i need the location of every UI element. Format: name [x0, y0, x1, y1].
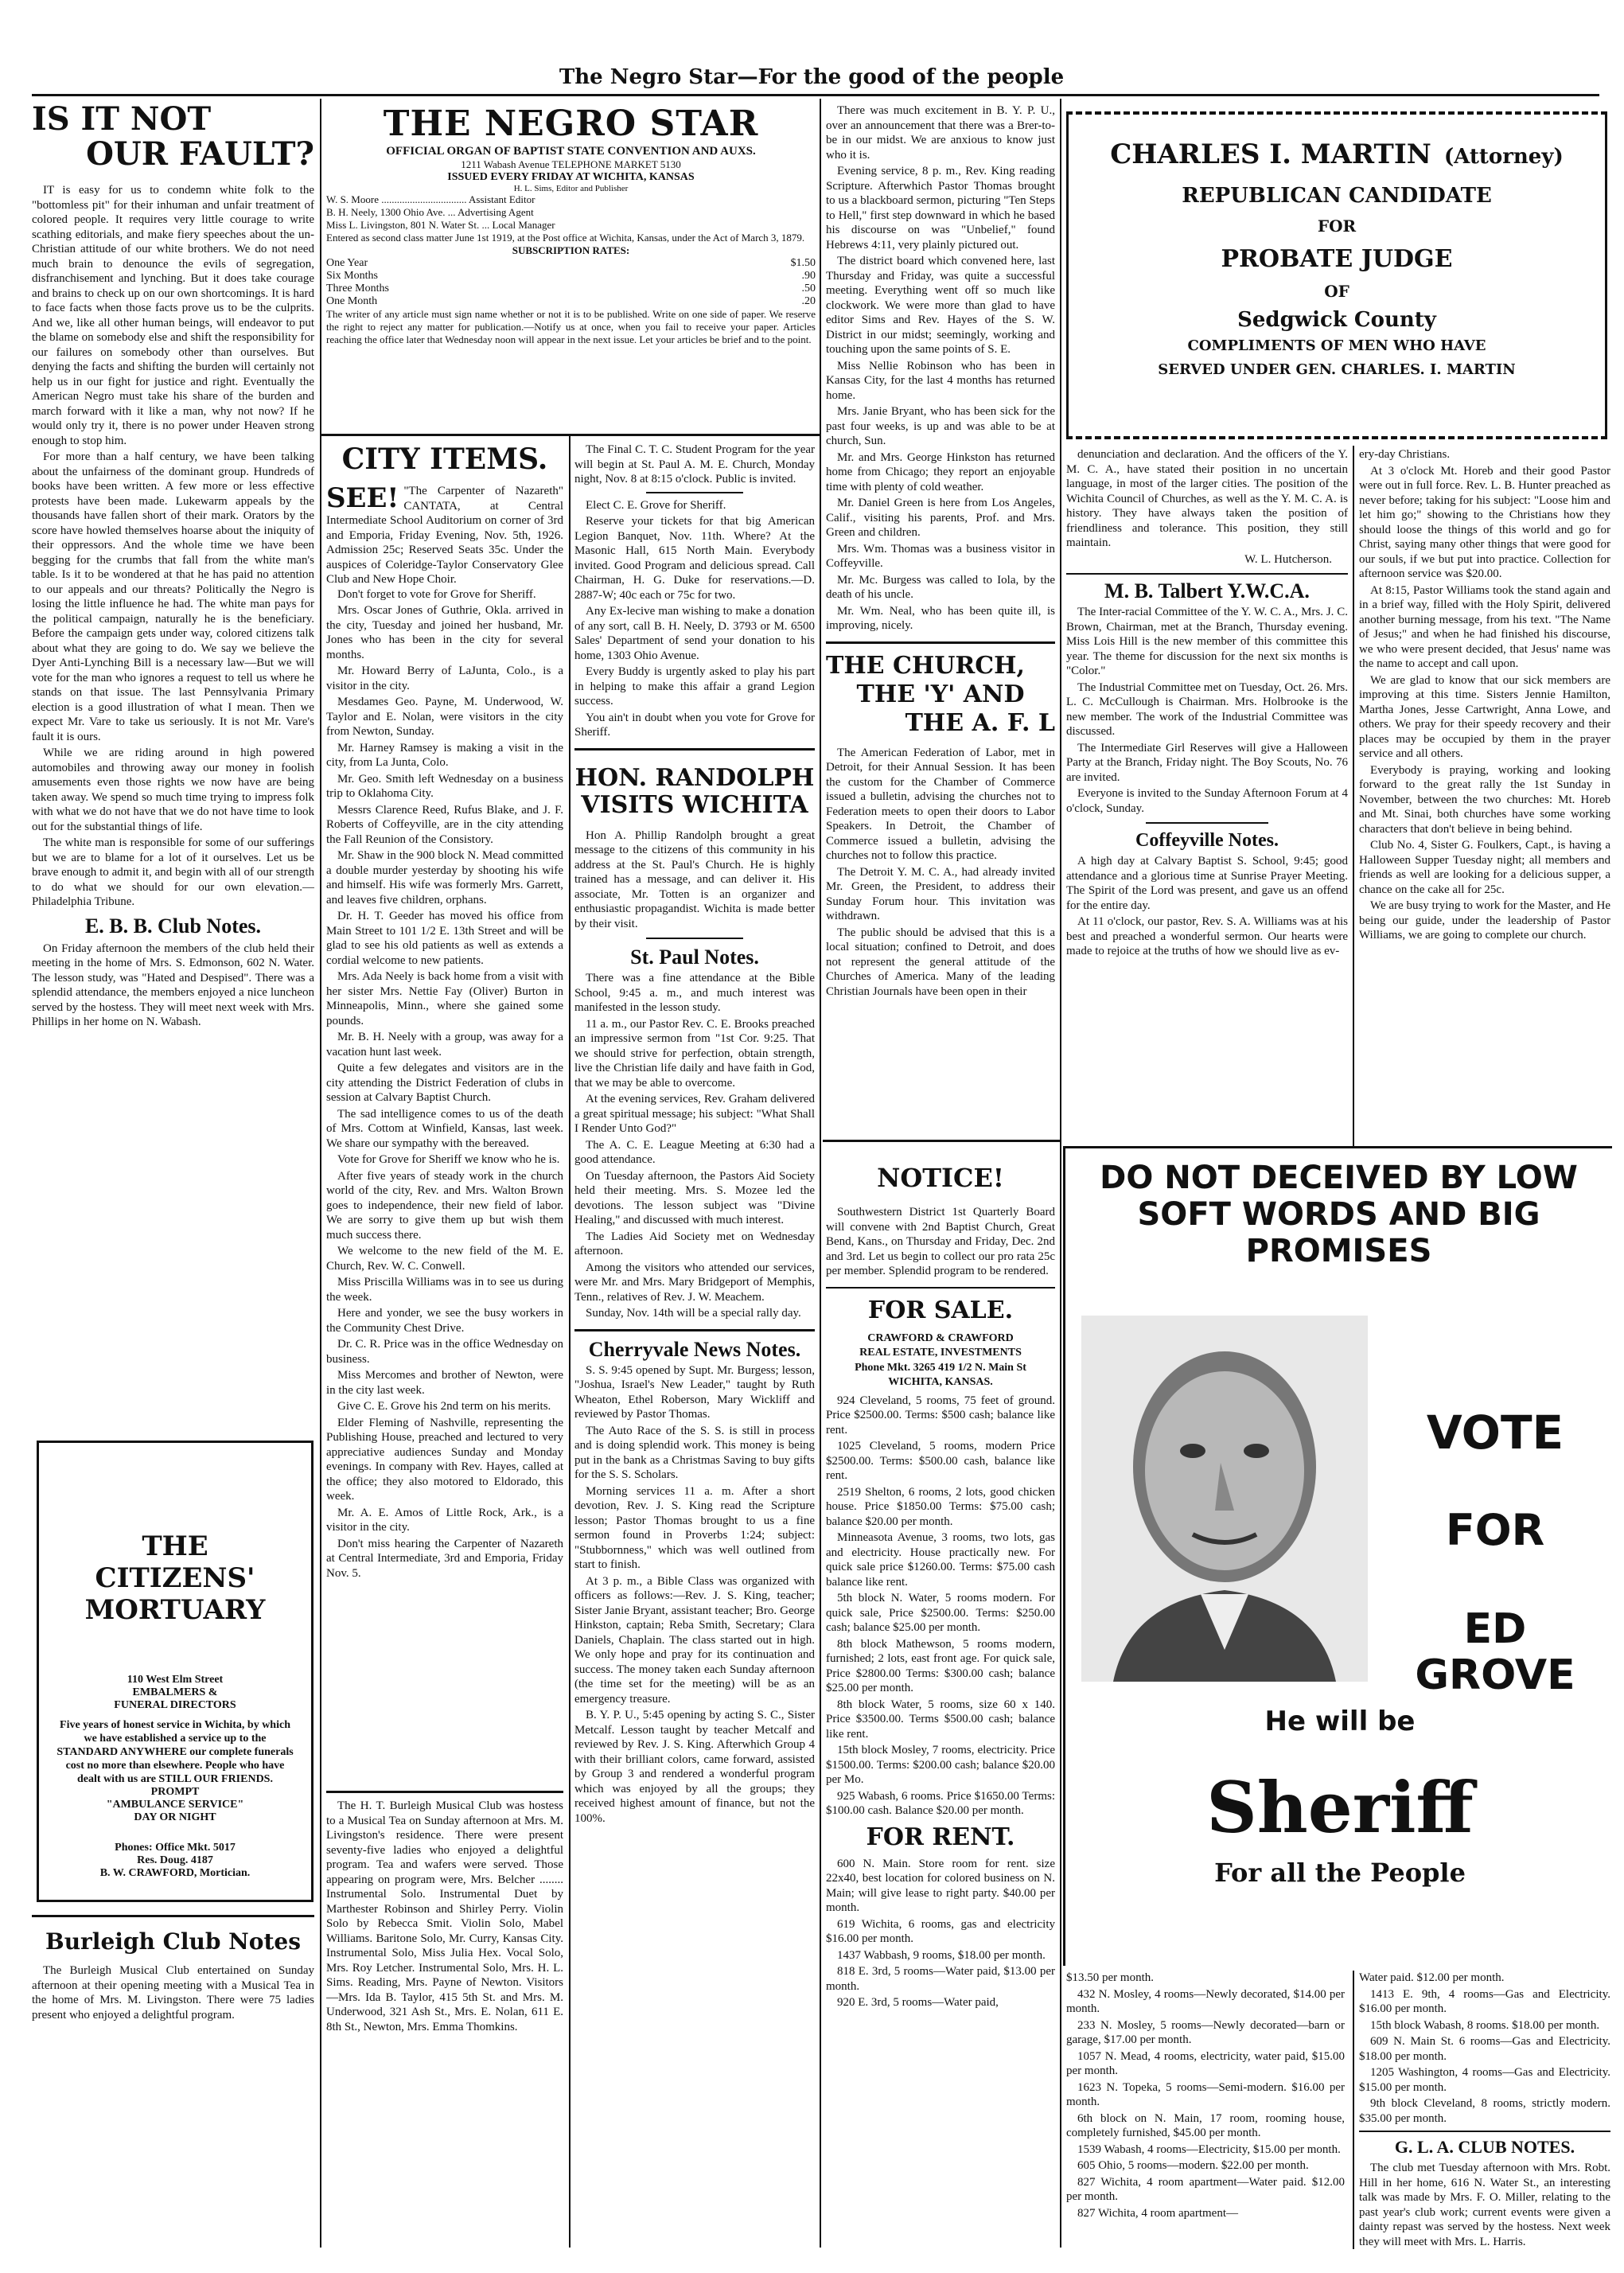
church-title-line1: THE CHURCH,: [826, 651, 1025, 680]
masthead-staff: Miss L. Livingston, 801 N. Water St. ... Local Manager: [326, 219, 555, 231]
martin-name: CHARLES I. MARTIN: [1110, 138, 1431, 170]
firm-phone: Phone Mkt. 3265 419 1/2 N. Main St: [855, 1361, 1026, 1374]
church-item: The Detroit Y. M. C. A., had already invited Mr. Green, the President, to address their Sunday Forum hour. This invitation was withdrawn.: [826, 865, 1055, 922]
rate-row: [326, 257, 816, 270]
column-rule-5: [1353, 1971, 1354, 2249]
city-item: Mr. Geo. Smith left Wednesday on a business trip to Oklahoma City.: [326, 772, 563, 800]
divider: [826, 1287, 1055, 1289]
column-rule-3: [1060, 99, 1061, 2248]
grove-tag: For all the People: [1214, 1858, 1466, 1888]
mortuary-res: Res. Doug. 4187: [137, 1854, 213, 1866]
notice-rule: [823, 1140, 1060, 1142]
mortuary-name-line1: THE: [142, 1530, 208, 1562]
rate-row: [326, 270, 816, 283]
city-item: Mr. Harney Ramsey is making a visit in the city, from La Junta, Colo.: [326, 741, 563, 769]
martin-for: FOR: [1317, 216, 1357, 236]
randolph-title-line2: VISITS WICHITA: [581, 790, 808, 819]
masthead: [326, 103, 816, 430]
grove-headline-line1: DO NOT DECEIVED BY LOW: [1100, 1160, 1578, 1196]
column-rule-1: [320, 99, 321, 2248]
cherryvale-item: S. S. 9:45 opened by Supt. Mr. Burgess; lesson, "Joshua, Israel's New Leader," taught by Ruth Wheaton, Ethel Roberson, Mary Wickliff and reviewed by Pastor Thomas.: [574, 1363, 815, 1421]
rate-row: [326, 283, 816, 295]
column-four-bottom: [826, 1146, 1055, 2244]
rental-listing: 609 N. Main St. 6 rooms—Gas and Electricity. $18.00 per month.: [1359, 2035, 1610, 2063]
editorial-title-line1: IS IT NOT: [32, 102, 212, 138]
divider: [1066, 573, 1348, 575]
rate-row: [326, 295, 816, 308]
running-head-rule: [32, 94, 1599, 96]
city-item: Don't forget to vote for Grove for Sheriff.: [337, 587, 536, 601]
cherryvale-title: Cherryvale News Notes.: [588, 1337, 801, 1361]
burleigh-title: Burleigh Club Notes: [45, 1928, 301, 1955]
for-sale-title: FOR SALE.: [867, 1296, 1014, 1324]
church-title-line3: THE A. F. L: [905, 708, 1055, 737]
mortuary-prompt: PROMPT: [150, 1786, 200, 1798]
divider: [574, 1329, 815, 1331]
city-item: The sad intelligence comes to us of the death of Mrs. Cottom at Winfield, Kansas, last week. We share our sympathy with the bereaved.: [326, 1107, 563, 1150]
notice-title: NOTICE!: [877, 1163, 1004, 1193]
city-item: Mesdames Geo. Payne, M. Underwood, W. Taylor and E. Nolan, were visitors in the city from Newton, Sunday.: [326, 696, 563, 738]
st-paul-item: At the evening services, Rev. Graham delivered a great spiritual message; his subject: "What Shall I Render Unto God?": [574, 1093, 815, 1135]
st-paul-item: The A. C. E. League Meeting at 6:30 had a good attendance.: [574, 1138, 815, 1166]
martin-of: OF: [1324, 282, 1349, 301]
grove-will-be: He will be: [1264, 1706, 1416, 1737]
city-items-column: [326, 443, 563, 1788]
divider: [1359, 2131, 1610, 2132]
rentals-right: [1359, 1971, 1610, 2249]
col4-item: Mr. Daniel Green is here from Los Angeles, Calif., visiting his parents, Prof. and Mrs. Green and children.: [826, 497, 1055, 539]
city-item: Don't miss hearing the Carpenter of Nazareth at Central Intermediate, 3rd and Emporia, Friday Nov. 5.: [326, 1537, 563, 1580]
city-item: Give C. E. Grove his 2nd term on his merits.: [337, 1400, 551, 1413]
divider: [646, 492, 743, 493]
rate-term: One Month: [326, 295, 378, 307]
burleigh-section: [32, 1910, 314, 2117]
col4-item: Mr. Mc. Burgess was called to Iola, by the death of his uncle.: [826, 573, 1055, 601]
talbert-item: The Industrial Committee met on Tuesday, Oct. 26. Mrs. L. C. McCullough is Chairman. Mrs. Holbrooke is the new member. The work of the Industrial Committee was discussed.: [1066, 680, 1348, 738]
editorial-title-line2: OUR FAULT?: [86, 135, 314, 173]
cherryvale-item: The Auto Race of the S. S. is still in process and is doing splendid work. This money is being put in the bank as a Christmas Saving to buy gifts for the S. S. Scholars.: [574, 1424, 815, 1481]
notice-body: Southwestern District 1st Quarterly Board will convene with 2nd Baptist Church, Great Bend, Kans., on Thursday and Friday, Dec. 2nd and 3rd. Let us begin to collect our pro rata 25c per member. Splendid program to be rendered.: [826, 1206, 1055, 1277]
city-item: Dr. C. R. Price was in the office Wednesday on business.: [326, 1338, 563, 1366]
gla-title: G. L. A. CLUB NOTES.: [1394, 2137, 1575, 2157]
st-paul-item: There was a fine attendance at the Bible School, 9:45 a. m., and much interest was manifested in the lesson study.: [574, 972, 815, 1014]
martin-ad: [1066, 111, 1607, 439]
mortuary-address: 110 West Elm Street: [127, 1674, 224, 1686]
ebb-club-body: On Friday afternoon the members of the club held their meeting in the home of Mrs. S. Edmonson, 602 N. Water. The lesson study, was "Hated and Despised". There was a splendid attendance, the members enjoyed a nice luncheon served by the hostess. They will meet next week with Mrs. Phillips in her home on N. Wabash.: [32, 942, 314, 1028]
mortuary-blurb: Five years of honest service in Wichita, by which we have established a service up to the STANDARD ANYWHERE our complete funerals cost no more than elsewhere. People who have dealt with us are STILL OUR FRIENDS.: [56, 1719, 294, 1785]
martin-compliments: COMPLIMENTS OF MEN WHO HAVE: [1187, 337, 1486, 354]
masthead-mid-rule: [569, 436, 571, 2248]
sale-listing: 924 Cleveland, 5 rooms, 75 feet of ground. Price $2500.00. Terms: $500 cash; balance like rent.: [826, 1394, 1055, 1437]
martin-party: REPUBLICAN CANDIDATE: [1182, 184, 1492, 208]
city-items-title: CITY ITEMS.: [341, 443, 548, 476]
rates-table: [326, 257, 816, 308]
talbert-item: Everyone is invited to the Sunday Afternoon Forum at 4 o'clock, Sunday.: [1066, 787, 1348, 815]
martin-name-row: [1069, 138, 1605, 170]
musical-tea-column: [326, 1799, 563, 2244]
coffeyville-title: Coffeyville Notes.: [1135, 830, 1279, 851]
city-item: Vote for Grove for Sheriff we know who he is.: [337, 1153, 560, 1166]
burleigh-body: The Burleigh Musical Club entertained on Sunday afternoon at their opening meeting with a Musical Tea in the home of Mrs. M. Livingston. There were 75 ladies present who enjoyed a delightful program.: [32, 1964, 314, 2022]
column-four-top: [826, 103, 1055, 1130]
city-item: Mrs. Ada Neely is back home from a visit with her sister Mrs. Nettie Fay (Oliver) Burton in Minneapolis, Minn., where she gained some pounds.: [326, 970, 563, 1027]
sale-listing: 8th block Water, 5 rooms, size 60 x 140. Price $3500.00. Terms $500.00 cash; balance like rent.: [826, 1698, 1055, 1741]
rent-listing: 818 E. 3rd, 5 rooms—Water paid, $13.00 per month.: [826, 1965, 1055, 1993]
rates-title: SUBSCRIPTION RATES:: [512, 244, 630, 256]
col6-item: At 8:15, Pastor Williams took the stand again and in a brief way, filled with the Holy Spirit, delivered another burning message, from his text. "The Name of Jesus;" and when he had finished his discourse, we who were present decided, that Jesus' name was the name to accept and call upon.: [1359, 583, 1610, 670]
st-paul-item: On Tuesday afternoon, the Pastors Aid Society held their meeting. Mrs. S. Mozee led the devotions. The lesson subject was "Divine Healing," and discussed with much interest.: [574, 1169, 815, 1226]
gla-body: The club met Tuesday afternoon with Mrs. Robt. Hill in her home, 616 N. Water St., an interesting talk was made by Mrs. F. O. Miller, relating to the past year's club work; current events were given a dainty repast was served by the hostess. Next week they will meet with Mrs. L. Harris.: [1359, 2162, 1610, 2248]
mortuary-name-line3: MORTUARY: [84, 1594, 266, 1626]
talbert-item: The Inter-racial Committee of the Y. W. C. A., Mrs. J. C. Brown, Chairman, met at the Branch, Thursday evening. Miss Lois Hill is the new member of this committee this year. The theme for discussion for the next six months is "Color.": [1066, 606, 1348, 677]
col4-item: Miss Nellie Robinson who has been in Kansas City, for the last 4 months has returned home.: [826, 359, 1055, 402]
st-paul-item: Among the visitors who attended our services, were Mr. and Mrs. Mary Bridgeport of Memphis, Tenn., relatives of Rev. J. W. Meachem.: [574, 1261, 815, 1304]
firm-city: WICHITA, KANSAS.: [888, 1376, 993, 1388]
col4-item: Mrs. Wm. Thomas was a business visitor in Coffeyville.: [826, 542, 1055, 570]
col3-item: Reserve your tickets for that big American Legion Banquet, Nov. 11th. Where? At the Masonic Hall, 615 North Main. Everybody invited. Good Program and delicious spread. Call Chairman, H. G. Duke for reservations.—D. 2887-W; 40c each or 75c for two.: [574, 515, 815, 602]
col5-item: denunciation and declaration. And the officers of the Y. M. C. A., have stated their position in no uncertain language, in most of the larger cities. The position of the Wichita Council of Churches, as well as the Y. M. C. A. is history. They have always taken the position of friendliness and tolerance. This position, they still maintain.: [1066, 448, 1348, 549]
city-item: Elder Fleming of Nashville, representing the Publishing House, preached and lectured to very appreciative audiences Sunday and Monday evenings. In company with Rev. Hayes, called at the office; they also motored to Eldorado, this week.: [326, 1416, 563, 1503]
mortuary-line1: EMBALMERS &: [132, 1686, 218, 1698]
cherryvale-item: Morning services 11 a. m. After a short devotion, Rev. J. S. King read the Scripture lesson; Pastor Thomas brought to us a fine sermon found in Proverbs 1:24; subject: "Stubbornness," which was well outlined from start to finish.: [574, 1484, 815, 1571]
for-rent-title: FOR RENT.: [866, 1823, 1015, 1851]
masthead-title: THE NEGRO STAR: [383, 103, 759, 144]
mortuary-day-night: DAY OR NIGHT: [134, 1811, 216, 1823]
ebb-club-title: E. B. B. Club Notes.: [84, 914, 262, 938]
rent-listing: 1437 Wabbash, 9 rooms, $18.00 per month.: [837, 1948, 1046, 1962]
sale-listing: 1025 Cleveland, 5 rooms, modern Price $2500.00. Terms: $500.00 cash, balance like rent.: [826, 1440, 1055, 1482]
col6-item: We are glad to know that our sick members are improving at this time. Sisters Jennie Hamilton, Martha Jones, Jesse Cartwright, Anna Lowe, and others. We pray for their speedy recovery and their places may be occupied by them in the prayer service and all others.: [1359, 673, 1610, 760]
masthead-staff: W. S. Moore ................................. Assistant Editor: [326, 193, 535, 205]
city-item: Here and yonder, we see the busy workers in the Community Chest Drive.: [326, 1307, 563, 1335]
divider: [1146, 822, 1268, 824]
talbert-item: The Intermediate Girl Reserves will give a Halloween Party at the Branch, Friday night. The Boy Scouts, No. 76 are invited.: [1066, 741, 1348, 784]
sale-listing: 2519 Shelton, 6 rooms, 2 lots, good chicken house. Price $1850.00 Terms: $75.00 cash; balance $20.00 per month.: [826, 1485, 1055, 1528]
signature: W. L. Hutcherson.: [1244, 552, 1332, 566]
cherryvale-item: B. Y. P. U., 5:45 opening by acting S. C., Sister Metcalf. Lesson taught by teacher Metcalf and reviewed by Rev. J. S. King. Afterwhich Group 4 with their brilliant colors, came forward, assisted by Group 3 and rendered a wonderful program which was enjoyed by all the groups; they received highest amount of finance, but not the 100%.: [574, 1709, 815, 1825]
martin-attorney: (Attorney): [1443, 145, 1564, 169]
grove-vote: VOTE: [1426, 1406, 1564, 1460]
column-six: [1359, 447, 1610, 1140]
city-item: After five years of steady work in the church world of the city, Rev. and Mrs. Walton Brown goes to independence, their new field of labor. We are sorry to give them up but wish them much success there.: [326, 1169, 563, 1242]
ctc-program: The Final C. T. C. Student Program for the year will begin at St. Paul A. M. E. Church, Monday night, Nov. 8 at 8:15 o'clock. Public is invited.: [574, 443, 815, 485]
masthead-editor: H. L. Sims, Editor and Publisher: [513, 184, 629, 193]
col6-item: At 3 o'clock Mt. Horeb and their good Pastor were out in full force. Rev. L. B. Hunter preached as never before; taking for his subject: "Loose him and let him go;" showing to the Christians how they should loose the things of this world and go for Christ, saying many other things that were good for our souls, if we but put into practice. Collection for afternoon service was $20.00.: [1359, 464, 1610, 580]
st-paul-item: 11 a. m., our Pastor Rev. C. E. Brooks preached an impressive sermon from "1st Cor. 9:25. That we should strive for perfection, obtain strength, live the Christian life daily and have faith in God, that we may be able to overcome.: [574, 1017, 815, 1090]
grove-name: ED GROVE: [1415, 1605, 1575, 1699]
rent-listing: 920 E. 3rd, 5 rooms—Water paid,: [837, 1996, 999, 2009]
masthead-issued: ISSUED EVERY FRIDAY AT WICHITA, KANSAS: [447, 171, 695, 183]
rental-listing: 233 N. Mosley, 5 rooms—Newly decorated—barn or garage, $17.00 per month.: [1066, 2018, 1345, 2046]
editorial-paragraph: For more than a half century, we have been talking about the unfairness of the dominant group. Hundreds of books have been written. A few more or less effective protests have been made. Lukewarm appeals by the thousands have fallen short of their mark. Orators by the score have howled themselves hoarse about the iniquity of their oppressors. And the whole time we have been begging for the crumbs that fall from the white man's table. Is it to be wondered at that he has paid no attention to our appeals and our threats? Politically the Negro is losing the little influence he had. The white man pays for the political campaign, naturally he is the beneficiary. Before the campaign gets under way, colored citizens talk about what they are going to do. We say we believe the Dyer Anti-Lynching Bill is a necessary law—But we will vote for the man who ignores a request to tell us where he stands on that issue. The last Pennsylvania Primary election is a good illustration of what I mean. Then we expect Mr. Vare to take us seriously. It is not Mr. Vare's fault it is ours.: [32, 450, 314, 743]
rate-term: One Year: [326, 257, 368, 269]
col4-item: There was much excitement in B. Y. P. U., over an announcement that there was a Brer-to-be in our midst. We are anxious to know just who it is.: [826, 104, 1055, 162]
rental-listing: 9th block Cleveland, 8 rooms, strictly modern. $35.00 per month.: [1359, 2097, 1610, 2125]
martin-served: SERVED UNDER GEN. CHARLES. I. MARTIN: [1158, 361, 1516, 378]
rate-term: Six Months: [326, 270, 378, 282]
col6-item: Everybody is praying, working and looking forward to the great rally the 1st Sunday in November, between the two churches: Mt. Horeb and Mt. Sinai, both churches have some working characters that don't believe in being behind.: [1359, 763, 1610, 836]
sale-listing: 15th block Mosley, 7 rooms, electricity. Price $1500.00. Terms: $200.00 cash; balance $20.00 per Mo.: [826, 1744, 1055, 1786]
mortuary-ad: [37, 1441, 314, 1902]
city-items-first: [326, 484, 563, 587]
masthead-address: 1211 Wabash Avenue TELEPHONE MARKET 5130: [461, 158, 681, 170]
rental-listing: 6th block on N. Main, 17 room, rooming house, completely furnished, $45.00 per month.: [1066, 2111, 1345, 2139]
rental-listing: 1205 Washington, 4 rooms—Gas and Electricity. $15.00 per month.: [1359, 2066, 1610, 2094]
rate-price: .20: [801, 295, 816, 307]
coffeyville-item: A high day at Calvary Baptist S. School, 9:45; good attendance and a glorious time at Sunrise Prayer Meeting. The Spirit of the Lord was present, and gave us an offend for the entire day.: [1066, 855, 1348, 912]
sale-listing: Minneasota Avenue, 3 rooms, two lots, gas and electricity. House practically new. For quick sale price $1260.00. Terms: $75.00 cash balance like rent.: [826, 1531, 1055, 1589]
st-paul-item: The Ladies Aid Society met on Wednesday afternoon.: [574, 1230, 815, 1257]
martin-office: PROBATE JUDGE: [1221, 245, 1453, 273]
mortuary-name-line2: CITIZENS': [95, 1562, 255, 1594]
editorial-column: [32, 102, 314, 1328]
mortuary-line2: FUNERAL DIRECTORS: [114, 1699, 236, 1711]
talbert-title: M. B. Talbert Y.W.C.A.: [1104, 579, 1310, 602]
see-label: SEE!: [326, 482, 399, 514]
city-item: Miss Priscilla Williams was in to see us during the week.: [326, 1276, 563, 1304]
firm-line: REAL ESTATE, INVESTMENTS: [859, 1347, 1022, 1359]
mortuary-proprietor: B. W. CRAWFORD, Mortician.: [99, 1867, 251, 1879]
col3-item: Any Ex-lecive man wishing to make a donation of any sort, call B. H. Neely, D. 3793 or M. 6500 Sales' Department of send your donation to his home, 1303 Ohio Avenue.: [574, 605, 815, 662]
rental-listing: 605 Ohio, 5 rooms—modern. $22.00 per month.: [1077, 2159, 1309, 2172]
masthead-rule: [321, 434, 820, 436]
st-paul-title: St. Paul Notes.: [630, 945, 759, 969]
city-item: Quite a few delegates and visitors are in the city attending the District Federation of clubs in session at Calvary Baptist Church.: [326, 1062, 563, 1104]
rent-listing: 619 Wichita, 6 rooms, gas and electricity $16.00 per month.: [826, 1917, 1055, 1945]
column-three: [574, 443, 815, 2244]
grove-headline-line2: SOFT WORDS AND BIG: [1137, 1196, 1540, 1233]
church-item: The public should be advised that this is a local situation; confined to Detroit, and does not represent the general attitude of the Churches of America. Many of the leading Christian Journals have been open in their: [826, 926, 1055, 998]
city-item: Dr. H. T. Geeder has moved his office from Main Street to 101 1/2 E. 13th Street and will be glad to see his old patients as well as extends a cordial welcome to new patients.: [326, 910, 563, 967]
editorial-paragraph: While we are riding around in high powered automobiles and throwing away our money in foolish amusements even those rights we now have are being taken away. We spend so much time trying to impress folk with what we do not have that we do not have time to look out for the substantial things of life.: [32, 747, 314, 833]
masthead-staff: B. H. Neely, 1300 Ohio Ave. ... Advertising Agent: [326, 206, 534, 218]
running-head: The Negro Star—For the good of the people: [559, 65, 1065, 89]
grove-office: Sheriff: [1206, 1766, 1474, 1849]
rental-listing: $13.50 per month.: [1066, 1971, 1154, 1984]
divider: [574, 748, 815, 751]
city-items-rule: [326, 1791, 563, 1793]
church-item: The American Federation of Labor, met in Detroit, for their Annual Session. It has been the custom for the Chamber of Commerce issued a bulletin, advising the churches not to Federation meets to open their doors to Labor Speakers. In Detroit, the Chamber of Commerce issued a bulletin, advising the churches not to follow this practice.: [826, 746, 1055, 862]
divider: [646, 938, 743, 939]
candidate-portrait-icon: [1081, 1316, 1368, 1682]
rental-listing: 432 N. Mosley, 4 rooms—Newly decorated, $14.00 per month.: [1066, 1987, 1345, 2015]
burleigh-rule: [32, 1915, 314, 1917]
rate-price: .90: [801, 270, 816, 282]
col3-item: Every Buddy is urgently asked to play his part in helping to make this affair a grand Legion success.: [574, 665, 815, 708]
col4-item: Evening service, 8 p. m., Rev. King reading Scripture. Afterwhich Pastor Thomas brought to us a blackboard sermon, picturing "Ten Steps to Hell," first step downward in which he based his discourse on was "Unbelief," found Hebrews 4:11, very plainly pictured out.: [826, 165, 1055, 251]
martin-county: Sedgwick County: [1237, 308, 1436, 332]
city-item: Mr. Shaw in the 900 block N. Mead committed a double murder yesterday by shooting his wife and himself. His wife was formerly Mrs. Garrett, and leaves five children, orphans.: [326, 849, 563, 906]
cherryvale-item: At 3 p. m., a Bible Class was organized with officers as follows:—Rev. J. S. King, teacher; Sister Janie Bryant, assistant teacher; Bro. George Hinkston, captain; Reba Smith, Secretary; Clara Daniels, Chaplain. The class started out in high. We only hope and pray for its continuation and success. The money taken each Sunday afternoon (the time set for the meeting) will be as an emergency treasure.: [574, 1574, 815, 1706]
col3-item: Elect C. E. Grove for Sheriff.: [586, 498, 726, 512]
masthead-organ: OFFICIAL ORGAN OF BAPTIST STATE CONVENTION AND AUXS.: [386, 145, 756, 158]
musical-tea: The H. T. Burleigh Musical Club was hostess to a Musical Tea on Sunday afternoon at Mrs. M. Livingston's residence. There were present seventy-five ladies who enjoyed a delightful program. Tea and wafers were served. Those appearing on program were, Mrs. Belcher ........ Instrumental Solo. Instrumental Duet by Marthester Robinson and Shirley Perry. Violin Solo by Rebecca Smit. Violin Solo, Mabel Williams. Baritone Solo, Mr. Curry, Kansas City. Instrumental Solo, Miss Julia Hex. Vocal Solo, Mrs. Roy Letcher. Instrumental Solo, Mrs. H. L. Sims. Reading, Mrs. Payne of Newton. Visitors—Mrs. Ida B. Taylor, 415 5th St. and Mrs. M. Underwood, 321 Ash St., Mrs. E. Nolan, 611 E. 8th St., Newton, Mrs. Emma Thomkins.: [326, 1799, 563, 2033]
church-title-line2: THE 'Y' AND: [856, 680, 1025, 708]
rental-listing: 1539 Wabash, 4 rooms—Electricity, $15.00 per month.: [1077, 2142, 1341, 2156]
mortuary-ambulance: "AMBULANCE SERVICE": [106, 1799, 244, 1811]
col4-item: The district board which convened here, last Thursday and Friday, was quite a successful meeting. Everything went off so much like clockwork. We were more than glad to have editor Sims and Rev. Hayes of the S. W. District in our midst; seemingly, working and touching upon the same points of S. E.: [826, 255, 1055, 356]
col4-item: Mr. and Mrs. George Hinkston has returned home from Chicago; they report an enjoyable time with plenty of cold weather.: [826, 450, 1055, 493]
candidate-photo: [1081, 1316, 1368, 1682]
rental-listing: 1623 N. Topeka, 5 rooms—Semi-modern. $16.00 per month.: [1066, 2080, 1345, 2108]
grove-ad: [1063, 1146, 1612, 1966]
column-rule-4: [1353, 446, 1354, 1146]
city-item: Mr. Howard Berry of LaJunta, Colo., is a visitor in the city.: [326, 665, 563, 692]
col4-item: Mrs. Janie Bryant, who has been sick for the past four weeks, is up and was able to be at church, Sun.: [826, 405, 1055, 447]
rate-price: .50: [801, 283, 816, 294]
column-five: [1066, 447, 1348, 1140]
city-item: Messrs Clarence Reed, Rufus Blake, and J. F. Roberts of Coffeyville, are in the city attending the Fall Reunion of the Consistory.: [326, 803, 563, 846]
city-item: Mr. B. H. Neely with a group, was away for a vacation hunt last week.: [326, 1031, 563, 1059]
col6-item: Club No. 4, Sister G. Foulkers, Capt., is having a Halloween Supper Tuesday night; all members and friends as well are looking for a delicious supper, a chance on the cake all for 25c.: [1359, 839, 1610, 896]
rate-price: $1.50: [790, 257, 816, 269]
editorial-paragraph: The white man is responsible for some of our sufferings but we are to blame for a lot of it ourselves. Let us be brave enough to admit it, and begin with all of our strength to do what we should for our own elevation.—Philadelphia Tribune.: [32, 836, 314, 908]
col6-item: ery-day Christians.: [1359, 448, 1451, 461]
col3-item: You ain't in doubt when you vote for Grove for Sheriff.: [574, 711, 815, 739]
rental-listing: Water paid. $12.00 per month.: [1359, 1971, 1505, 1984]
coffeyville-item: At 11 o'clock, our pastor, Rev. S. A. Williams was at his best and preached a wonderful sermon. Our hearts were made to rejoice at the truths of how we should live as ev-: [1066, 915, 1348, 957]
mortuary-phones: Phones: Office Mkt. 5017: [115, 1842, 236, 1854]
randolph-title-line1: HON. RANDOLPH: [574, 763, 815, 792]
rental-listing: 827 Wichita, 4 room apartment—Water paid. $12.00 per month.: [1066, 2175, 1345, 2203]
rent-listing: 600 N. Main. Store room for rent. size 22x40, best location for colored business on N. Main; will give lease to right party. $40.00 per month.: [826, 1857, 1055, 1914]
city-item: "The Carpenter of Nazareth" CANTATA, at Central Intermediate School Auditorium on corner of 3rd and Emporia, Friday Evening, Nov. 5th, 1926. Admission 25c; Reserved Seats 35c. Under the auspices of Coleridge-Taylor Conservatory Glee Club and New Hope Choir.: [326, 485, 563, 586]
city-item: We welcome to the new field of the M. E. Church, Rev. W. C. Conwell.: [326, 1245, 563, 1273]
rate-term: Three Months: [326, 283, 389, 294]
rental-listing: 1057 N. Mead, 4 rooms, electricity, water paid, $15.00 per month.: [1066, 2049, 1345, 2077]
divider: [826, 641, 1055, 644]
firm-name: CRAWFORD & CRAWFORD: [867, 1331, 1014, 1344]
sale-listing: 925 Wabash, 6 rooms. Price $1650.00 Terms: $100.00 cash. Balance $20.00 per month.: [826, 1789, 1055, 1817]
masthead-entered: Entered as second class matter June 1st 1919, at the Post office at Wichita, Kansas, under the Act of March 3, 1879.: [326, 232, 805, 244]
sale-listing: 5th block N. Water, 5 rooms modern. For quick sale, Price $2500.00. Terms: $250.00 cash; balance $25.00 per month.: [826, 1592, 1055, 1634]
st-paul-item: Sunday, Nov. 14th will be a special rally day.: [586, 1307, 801, 1320]
editorial-paragraph: IT is easy for us to condemn white folk to the "bottomless pit" for their inhuman and unfair treatment of colored people. It requires very little courage to write scathing editorials, and make fiery speeches about the un-Christian attitude of our white brothers. We do not need much brain to denounce the evils of segregation, disfranchisement and lynching. But it does take courage and brains to check up on our own shortcomings. It is hard to face facts when those facts prove us to be the culprits. And we, like all other human beings, will endeavor to put the blame on somebody else and shift the responsibility for our failures on somebody other than ourselves. But denying the facts and shifting the burden will certainly not help us in our fight for justice and right. Eventually the American Negro must take his share of the burden and march forward with it like a man, why not now? If he would only try it, there is no power under Heaven strong enough to stop him.: [32, 184, 314, 447]
rental-listing: 827 Wichita, 4 room apartment—: [1077, 2206, 1238, 2220]
city-item: Mrs. Oscar Jones of Guthrie, Okla. arrived in the city, Tuesday and joined her husband, Mr. Jones who has been in the city for several months.: [326, 604, 563, 661]
grove-headline-line3: PROMISES: [1245, 1233, 1432, 1269]
col4-item: Mr. Wm. Neal, who has been quite ill, is improving, nicely.: [826, 604, 1055, 632]
rental-listing: 15th block Wabash, 8 rooms. $18.00 per month.: [1370, 2018, 1600, 2032]
rentals-left: [1066, 1971, 1345, 2249]
column-rule-2: [820, 99, 821, 2248]
randolph-body: Hon A. Phillip Randolph brought a great message to the citizens of this community in his address at the St. Paul's Church. He is highly trained has a message, and can deliver it. His associate, Mr. Totten is an organizer and enthusiastic propagandist. Wichita is made better by their visit.: [574, 828, 815, 930]
grove-for: FOR: [1445, 1505, 1545, 1555]
city-item: Mr. A. E. Amos of Little Rock, Ark., is a visitor in the city.: [326, 1506, 563, 1534]
city-item: Miss Mercomes and brother of Newton, were in the city last week.: [326, 1369, 563, 1397]
masthead-notice: The writer of any article must sign name whether or not it is to be published. Write on one side of paper. We reserve the right to reject any matter for publication.—Notify us at once, when you fail to receive your paper. Articles reaching the office later that Wednesday noon will appear in the next issue. Let your articles be brief and to the point.: [326, 308, 816, 345]
col6-item: We are busy trying to work for the Master, and He being our guide, under the leadership of Pastor Williams, we are going to complete our church.: [1359, 899, 1610, 942]
sale-listing: 8th block Mathewson, 5 rooms modern, furnished; 2 lots, east front age. For quick sale, Price $2800.00 Terms: $300.00 cash; balance $25.00 per month.: [826, 1637, 1055, 1694]
rental-listing: 1413 E. 9th, 4 rooms—Gas and Electricity. $16.00 per month.: [1359, 1987, 1610, 2015]
